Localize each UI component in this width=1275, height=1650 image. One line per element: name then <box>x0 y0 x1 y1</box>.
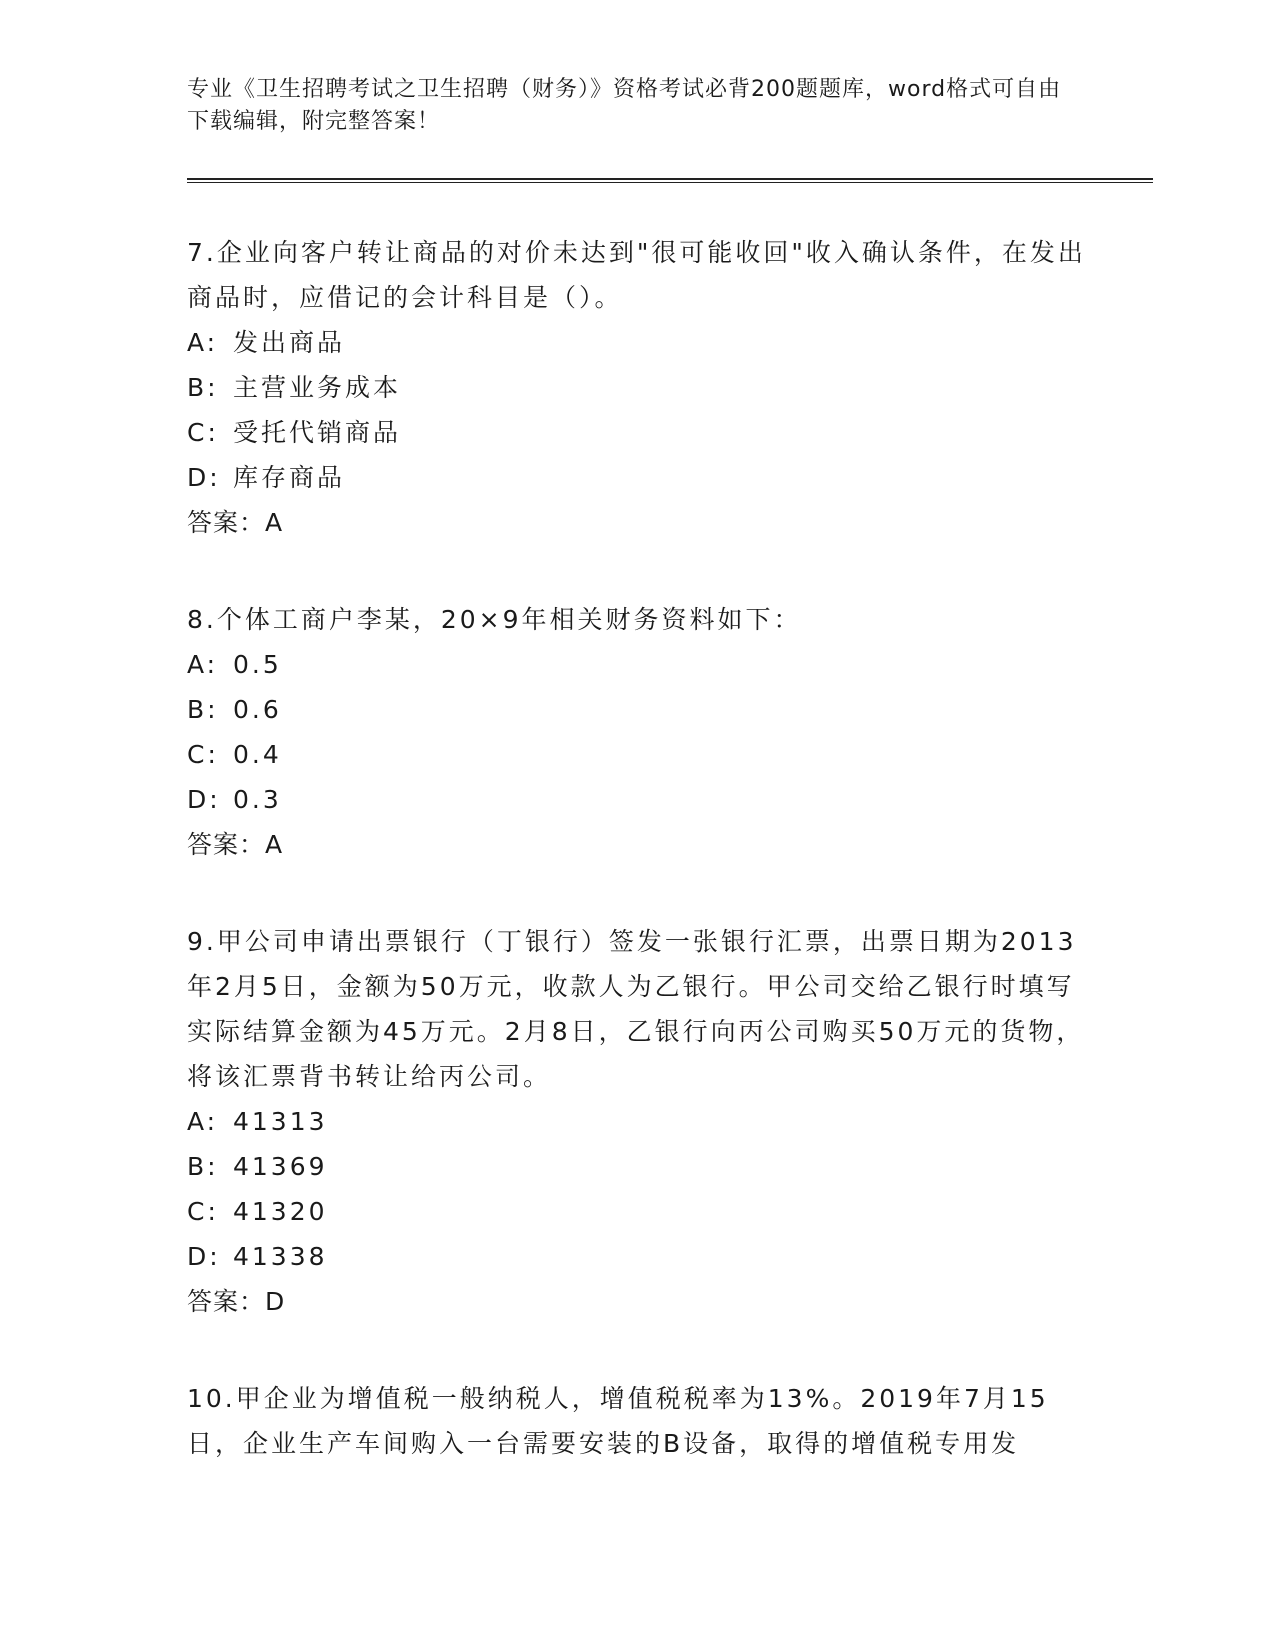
option-text: 41369 <box>233 1152 328 1181</box>
option-c <box>187 410 1087 455</box>
option-d <box>187 777 1087 822</box>
option-text: 发出商品 <box>233 328 346 357</box>
option-letter: B: <box>187 1152 219 1181</box>
option-b <box>187 1144 1087 1189</box>
option-letter: C: <box>187 1197 219 1226</box>
answer-value: D <box>265 1287 286 1316</box>
option-letter: D: <box>187 785 221 814</box>
header-divider <box>187 178 1153 183</box>
option-c <box>187 732 1087 777</box>
option-letter: A: <box>187 1107 219 1136</box>
option-letter: D: <box>187 463 221 492</box>
option-text: 0.5 <box>233 650 282 679</box>
document-header: 专业《卫生招聘考试之卫生招聘（财务）》资格考试必背200题题库，word格式可自由下载编辑，附完整答案！ <box>187 77 1062 134</box>
option-text: 0.3 <box>233 785 282 814</box>
option-c <box>187 1189 1087 1234</box>
option-text: 受托代销商品 <box>233 418 402 447</box>
answer-label: 答案： <box>187 508 266 537</box>
question-stem: 10.甲企业为增值税一般纳税人，增值税税率为13%。2019年7月15日，企业生产车间购入一台需要安装的B设备，取得的增值税专用发 <box>187 1384 1049 1458</box>
answer-label: 答案： <box>187 830 266 859</box>
question-9 <box>187 919 1087 1324</box>
question-10 <box>187 1376 1087 1466</box>
answer-value: A <box>265 830 284 859</box>
option-letter: A: <box>187 328 219 357</box>
option-b <box>187 365 1087 410</box>
option-letter: A: <box>187 650 219 679</box>
answer-value: A <box>265 508 284 537</box>
option-text: 库存商品 <box>233 463 346 492</box>
question-8 <box>187 597 1087 867</box>
option-letter: C: <box>187 740 219 769</box>
option-letter: C: <box>187 418 219 447</box>
option-a <box>187 642 1087 687</box>
option-text: 主营业务成本 <box>233 373 402 402</box>
option-letter: B: <box>187 695 219 724</box>
answer-line <box>187 1279 1087 1324</box>
option-letter: B: <box>187 373 219 402</box>
question-stem: 8.个体工商户李某，20×9年相关财务资料如下： <box>187 605 802 634</box>
option-text: 41338 <box>233 1242 328 1271</box>
answer-line <box>187 822 1087 867</box>
option-text: 0.6 <box>233 695 282 724</box>
question-list <box>187 230 1087 1518</box>
option-letter: D: <box>187 1242 221 1271</box>
question-stem: 7.企业向客户转让商品的对价未达到"很可能收回"收入确认条件，在发出商品时，应借记的会计科目是（）。 <box>187 238 1086 312</box>
option-text: 0.4 <box>233 740 282 769</box>
option-a <box>187 1099 1087 1144</box>
answer-label: 答案： <box>187 1287 266 1316</box>
option-d <box>187 455 1087 500</box>
option-a <box>187 320 1087 365</box>
question-7 <box>187 230 1087 545</box>
option-d <box>187 1234 1087 1279</box>
answer-line <box>187 500 1087 545</box>
option-text: 41313 <box>233 1107 328 1136</box>
question-stem: 9.甲公司申请出票银行（丁银行）签发一张银行汇票，出票日期为2013年2月5日，金额为50万元，收款人为乙银行。甲公司交给乙银行时填写实际结算金额为45万元。2月8日，乙银行向丙公司购买50万元的货物，将该汇票背书转让给丙公司。 <box>187 927 1085 1091</box>
option-text: 41320 <box>233 1197 328 1226</box>
option-b <box>187 687 1087 732</box>
